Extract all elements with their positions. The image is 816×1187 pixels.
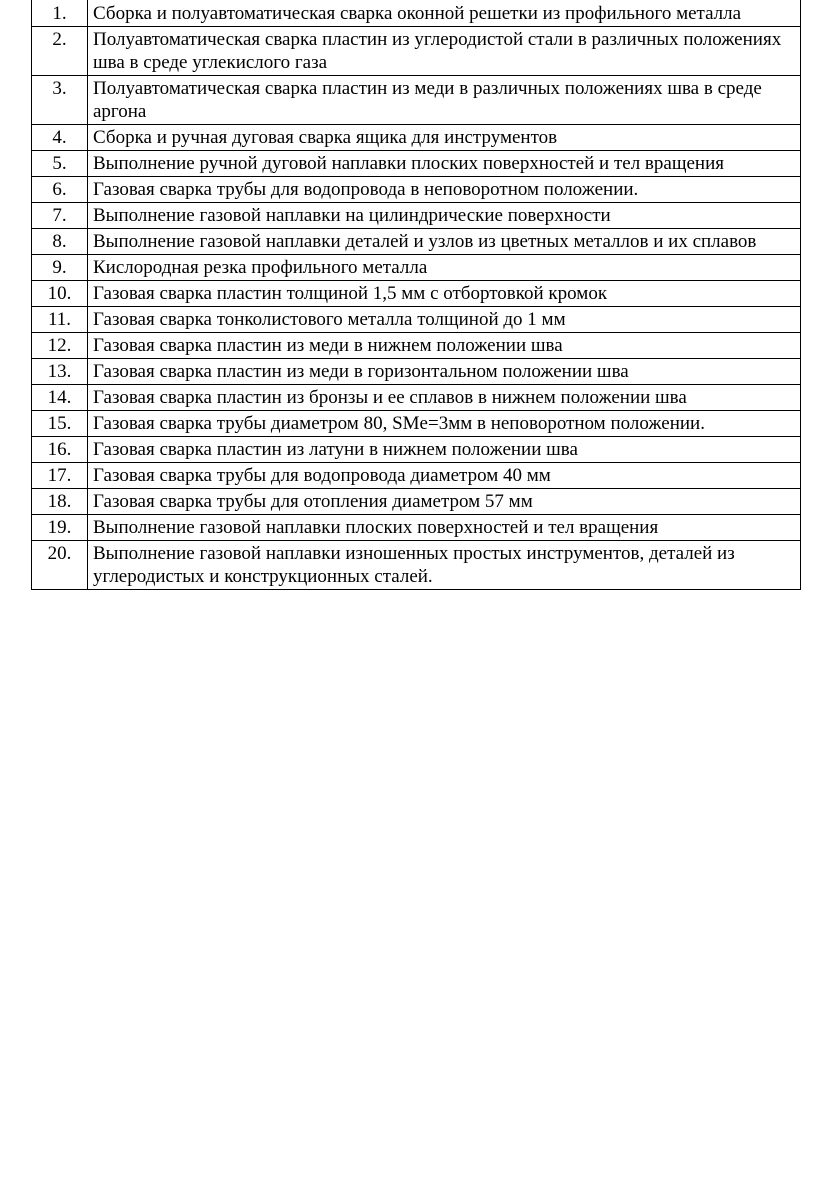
row-number: 11. [32,307,88,333]
row-number: 1. [32,0,88,27]
table-row [32,151,801,177]
row-text: Газовая сварка тонколистового металла толщиной до 1 мм [88,307,801,333]
row-text: Выполнение газовой наплавки на цилиндрические поверхности [88,203,801,229]
table-row [32,541,801,590]
table-row [32,385,801,411]
works-table-body [32,0,801,590]
table-row [32,0,801,27]
row-number: 2. [32,27,88,76]
row-number: 7. [32,203,88,229]
table-row [32,307,801,333]
row-text: Газовая сварка трубы для водопровода в неповоротном положении. [88,177,801,203]
row-number: 13. [32,359,88,385]
row-number: 12. [32,333,88,359]
row-number: 14. [32,385,88,411]
row-number: 5. [32,151,88,177]
row-text: Выполнение газовой наплавки изношенных простых инструментов, деталей из углеродистых и конструкционных сталей. [88,541,801,590]
row-number: 6. [32,177,88,203]
table-row [32,489,801,515]
row-text: Полуавтоматическая сварка пластин из углеродистой стали в различных положениях шва в среде углекислого газа [88,27,801,76]
row-text: Выполнение газовой наплавки плоских поверхностей и тел вращения [88,515,801,541]
table-row [32,229,801,255]
table-row [32,27,801,76]
row-text: Газовая сварка пластин из меди в горизонтальном положении шва [88,359,801,385]
table-row [32,333,801,359]
row-text: Газовая сварка пластин толщиной 1,5 мм с отбортовкой кромок [88,281,801,307]
row-number: 16. [32,437,88,463]
table-row [32,281,801,307]
row-text: Газовая сварка пластин из меди в нижнем положении шва [88,333,801,359]
row-number: 9. [32,255,88,281]
row-number: 8. [32,229,88,255]
row-text: Газовая сварка пластин из латуни в нижнем положении шва [88,437,801,463]
works-table [31,0,801,590]
row-text: Выполнение ручной дуговой наплавки плоских поверхностей и тел вращения [88,151,801,177]
row-number: 10. [32,281,88,307]
row-text: Газовая сварка трубы для водопровода диаметром 40 мм [88,463,801,489]
row-number: 18. [32,489,88,515]
row-number: 20. [32,541,88,590]
row-number: 3. [32,76,88,125]
row-number: 19. [32,515,88,541]
row-text: Газовая сварка трубы диаметром 80, SMe=3мм в неповоротном положении. [88,411,801,437]
row-number: 4. [32,125,88,151]
row-text: Сборка и ручная дуговая сварка ящика для инструментов [88,125,801,151]
table-row [32,255,801,281]
table-row [32,463,801,489]
table-row [32,515,801,541]
table-row [32,177,801,203]
row-number: 15. [32,411,88,437]
table-row [32,359,801,385]
row-text: Сборка и полуавтоматическая сварка оконной решетки из профильного металла [88,0,801,27]
row-number: 17. [32,463,88,489]
row-text: Выполнение газовой наплавки деталей и узлов из цветных металлов и их сплавов [88,229,801,255]
row-text: Полуавтоматическая сварка пластин из меди в различных положениях шва в среде аргона [88,76,801,125]
table-row [32,203,801,229]
table-row [32,125,801,151]
row-text: Кислородная резка профильного металла [88,255,801,281]
row-text: Газовая сварка трубы для отопления диаметром 57 мм [88,489,801,515]
table-row [32,437,801,463]
table-row [32,411,801,437]
table-row [32,76,801,125]
row-text: Газовая сварка пластин из бронзы и ее сплавов в нижнем положении шва [88,385,801,411]
